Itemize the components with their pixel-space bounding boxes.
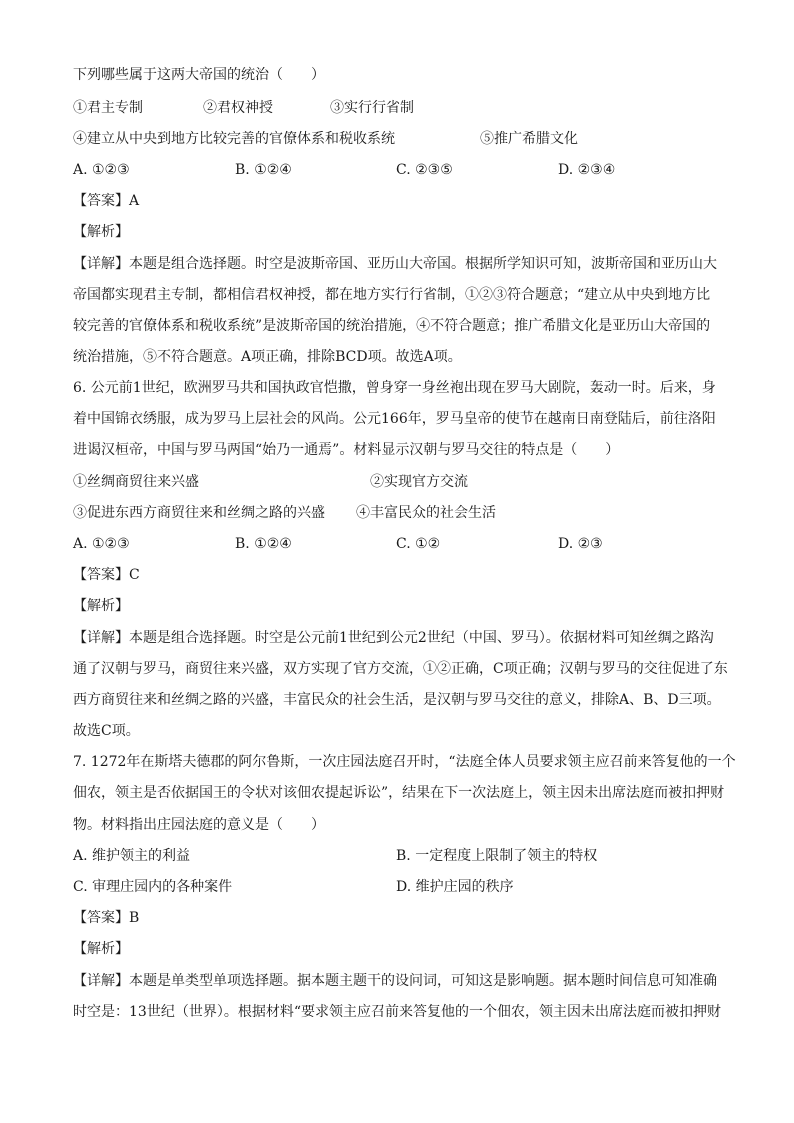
q6-stem-line-3: 进谒汉桓帝，中国与罗马两国“始乃一通焉”。材料显示汉朝与罗马交往的特点是（ ）	[73, 442, 620, 458]
q5-answer: 【答案】A	[73, 193, 140, 209]
q5-detail-line-4: 统治措施，⑤不符合题意。A项正确，排除BCD项。故选A项。	[73, 349, 462, 365]
q6-choices	[73, 534, 723, 554]
q7-analysis-label: 【解析】	[73, 941, 129, 957]
q6-choice-c: C. ①②	[396, 536, 441, 552]
q5-choice-a: A. ①②③	[73, 162, 130, 178]
q5-items-row2	[73, 129, 723, 149]
q6-detail-line-3: 西方商贸往来和丝绸之路的兴盛，丰富民众的社会生活，是汉朝与罗马交往的意义，排除A、B、D三项。	[73, 692, 721, 708]
q7-stem-line-2: 佃农，领主是否依据国王的令状对该佃农提起诉讼”，结果在下一次法庭上，领主因未出席法庭而被扣押财	[73, 785, 725, 801]
q7-choice-c: C. 审理庄园内的各种案件	[73, 879, 233, 895]
q5-item-2: ②君权神授	[203, 100, 273, 116]
q6-answer: 【答案】C	[73, 567, 140, 583]
q6-analysis-label: 【解析】	[73, 598, 129, 614]
q6-detail-line-4: 故选C项。	[73, 723, 140, 739]
q6-choice-d: D. ②③	[558, 536, 603, 552]
q6-detail-line-2: 通了汉朝与罗马，商贸往来兴盛，双方实现了官方交流，①②正确，C项正确；汉朝与罗马的交往促进了东	[73, 661, 728, 677]
q5-item-5: ⑤推广希腊文化	[480, 131, 578, 147]
q5-detail-line-1: 【详解】本题是组合选择题。时空是波斯帝国、亚历山大帝国。根据所学知识可知，波斯帝国和亚历山大	[73, 256, 717, 272]
q5-detail-line-2: 帝国都实现君主专制，都相信君权神授，都在地方实行行省制，①②③符合题意；“建立从中央到地方比	[73, 287, 711, 303]
q5-choices	[73, 160, 723, 180]
q5-analysis-label: 【解析】	[73, 224, 129, 240]
q7-answer: 【答案】B	[73, 910, 140, 926]
q7-choices-row1	[73, 846, 723, 866]
q7-choice-d: D. 维护庄园的秩序	[396, 879, 514, 895]
q6-items-row1	[73, 472, 723, 492]
q7-detail-line-1: 【详解】本题是单类型单项选择题。据本题主题干的设问词，可知这是影响题。据本题时间信息可知准确	[73, 973, 717, 989]
q5-item-3: ③实行行省制	[330, 100, 414, 116]
q6-choice-a: A. ①②③	[73, 536, 130, 552]
q5-item-4: ④建立从中央到地方比较完善的官僚体系和税收系统	[73, 131, 395, 147]
q7-choice-b: B. 一定程度上限制了领主的特权	[396, 848, 598, 864]
q6-item-3: ③促进东西方商贸往来和丝绸之路的兴盛	[73, 505, 325, 521]
q7-choices-row2	[73, 877, 723, 897]
q6-choice-b: B. ①②④	[235, 536, 292, 552]
q6-item-1: ①丝绸商贸往来兴盛	[73, 474, 199, 490]
q6-item-2: ②实现官方交流	[370, 474, 468, 490]
q6-item-4: ④丰富民众的社会生活	[356, 505, 496, 521]
q5-items-row1	[73, 98, 723, 118]
q5-choice-d: D. ②③④	[558, 162, 616, 178]
q7-stem-line-1: 7. 1272年在斯塔夫德郡的阿尔鲁斯，一次庄园法庭召开时，“法庭全体人员要求领主应召前来答复他的一个	[73, 754, 736, 770]
q7-detail-line-2: 时空是：13世纪（世界）。根据材料“要求领主应召前来答复他的一个佃农，领主因未出席法庭而被扣押财	[73, 1004, 721, 1020]
q5-item-1: ①君主专制	[73, 100, 143, 116]
q6-stem-line-2: 着中国锦衣绣服，成为罗马上层社会的风尚。公元166年，罗马皇帝的使节在越南日南登陆后，前往洛阳	[73, 411, 716, 427]
q5-stem: 下列哪些属于这两大帝国的统治（ ）	[73, 67, 325, 83]
q7-choice-a: A. 维护领主的利益	[73, 848, 191, 864]
q6-items-row2	[73, 503, 723, 523]
q7-stem-line-3: 物。材料指出庄园法庭的意义是（ ）	[73, 817, 325, 833]
q5-detail-line-3: 较完善的官僚体系和税收系统”是波斯帝国的统治措施，④不符合题意；推广希腊文化是亚历山大帝国的	[73, 318, 711, 334]
q5-choice-b: B. ①②④	[235, 162, 292, 178]
q5-choice-c: C. ②③⑤	[396, 162, 453, 178]
q6-detail-line-1: 【详解】本题是组合选择题。时空是公元前1世纪到公元2世纪（中国、罗马）。依据材料可知丝绸之路沟	[73, 630, 714, 646]
q6-stem-line-1: 6. 公元前1世纪，欧洲罗马共和国执政官恺撒，曾身穿一身丝袍出现在罗马大剧院，轰动一时。后来，身	[73, 380, 716, 396]
